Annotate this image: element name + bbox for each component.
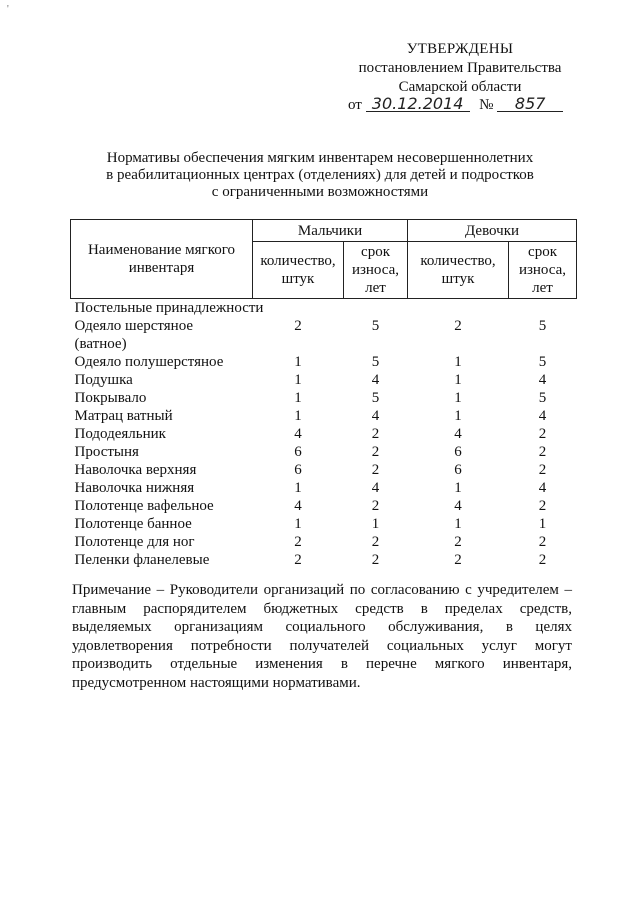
boys-wear-cell: 2 [371, 534, 380, 550]
date-handwritten: 30.12.2014 [366, 96, 470, 112]
girls-qty-cell: 6 [454, 462, 462, 478]
girls-wear-cell: 4 [538, 480, 547, 496]
boys-wear-cell: 1 [371, 516, 380, 532]
girls-qty-cell: 2 [454, 318, 462, 334]
girls-wear-cell: 5 [538, 318, 547, 334]
girls-qty-cell: 4 [454, 426, 462, 442]
girls-wear-cell: 2 [538, 444, 547, 460]
item-name [71, 461, 253, 479]
table-row [71, 479, 577, 497]
item-name-text: Покрывало [74, 390, 147, 406]
table-row [71, 317, 577, 353]
item-name-text: Одеяло полушерстяное [74, 354, 224, 370]
girls-qty-cell: 1 [454, 480, 462, 496]
item-name-text: Простыня [74, 444, 139, 460]
girls-wear-cell: 2 [538, 462, 547, 478]
title-line-2: в реабилитационных центрах (отделениях) для детей и подростков [106, 167, 534, 183]
girls-wear-cell: 2 [538, 552, 547, 568]
item-name [71, 317, 253, 353]
number-prefix: № [479, 97, 494, 113]
boys-qty-cell: 1 [294, 408, 302, 424]
girls-wear-cell: 2 [538, 426, 547, 442]
boys-qty-cell: 6 [294, 462, 302, 478]
item-name [71, 389, 253, 407]
girls-qty-cell: 6 [454, 444, 462, 460]
table-row [71, 497, 577, 515]
item-name-text: Матрац ватный [74, 408, 173, 424]
title-line-1: Нормативы обеспечения мягким инвентарем несовершеннолетних [106, 150, 534, 166]
item-name-text: Пеленки фланелевые [74, 552, 210, 568]
girls-qty-cell: 4 [454, 498, 462, 514]
girls-wear-cell: 5 [538, 354, 547, 370]
boys-wear-cell: 4 [371, 372, 380, 388]
girls-qty-cell: 1 [454, 372, 462, 388]
date-prefix: от [348, 97, 362, 113]
item-name-continuation: (ватное) [74, 336, 127, 352]
girls-qty-cell: 1 [454, 408, 462, 424]
header-boys-quantity: количество, штук [253, 242, 344, 299]
approval-line-2: постановлением Правительства [358, 60, 562, 76]
section-row [71, 299, 577, 318]
boys-wear-cell: 5 [371, 390, 380, 406]
header-item-name: Наименование мягкого инвентаря [71, 220, 253, 299]
item-name [71, 425, 253, 443]
title-line-3: с ограниченными возможностями [211, 184, 429, 200]
item-name [71, 407, 253, 425]
boys-qty-cell: 1 [294, 480, 302, 496]
table-row [71, 389, 577, 407]
boys-wear-cell: 2 [371, 444, 380, 460]
boys-qty-cell: 1 [294, 354, 302, 370]
boys-qty-cell: 1 [294, 390, 302, 406]
note-paragraph: Примечание – Руководители организаций по согласованию с учредителем – главным распорядителем бюджетных средств в пределах средств, выделяемых организациям социального обслуживания, в целях удовлетворения потребности получателей социальных услуг могут производить отдельные изменения в перечне мягкого инвентаря, предусмотренном настоящими нормативами. [72, 582, 572, 691]
boys-wear-cell: 4 [371, 408, 380, 424]
item-name [71, 551, 253, 569]
table-row [71, 551, 577, 569]
item-name [71, 353, 253, 371]
table-row [71, 515, 577, 533]
boys-wear-cell: 4 [371, 480, 380, 496]
boys-qty-cell: 4 [294, 426, 302, 442]
boys-qty-cell: 1 [294, 516, 302, 532]
boys-qty-cell: 2 [294, 318, 302, 334]
girls-qty-cell: 2 [454, 534, 462, 550]
item-name [71, 533, 253, 551]
item-name [71, 479, 253, 497]
number-handwritten: 857 [497, 96, 563, 112]
boys-qty-cell: 6 [294, 444, 302, 460]
boys-wear-cell: 2 [371, 426, 380, 442]
girls-wear-cell: 5 [538, 390, 547, 406]
inventory-table [70, 219, 577, 569]
item-name-text: Полотенце банное [74, 516, 192, 532]
boys-qty-cell: 2 [294, 552, 302, 568]
item-name [71, 371, 253, 389]
girls-wear-cell: 2 [538, 498, 547, 514]
boys-qty-cell: 2 [294, 534, 302, 550]
table-row [71, 533, 577, 551]
item-name-text: Одеяло шерстяное [74, 318, 194, 334]
approval-heading: УТВЕРЖДЕНЫ [406, 41, 514, 57]
table-row [71, 371, 577, 389]
header-boys-wear: срок износа, лет [344, 242, 408, 299]
girls-wear-cell: 1 [538, 516, 547, 532]
girls-wear-cell: 4 [538, 372, 547, 388]
item-name [71, 497, 253, 515]
item-name-text: Наволочка верхняя [74, 462, 197, 478]
boys-wear-cell: 2 [371, 552, 380, 568]
approval-block [340, 40, 580, 97]
boys-wear-cell: 5 [371, 354, 380, 370]
girls-qty-cell: 1 [454, 516, 462, 532]
table-row [71, 461, 577, 479]
boys-qty-cell: 4 [294, 498, 302, 514]
boys-qty-cell: 1 [294, 372, 302, 388]
boys-wear-cell: 5 [371, 318, 380, 334]
item-name-text: Наволочка нижняя [74, 480, 195, 496]
item-name-text: Подушка [74, 372, 133, 388]
girls-wear-cell: 2 [538, 534, 547, 550]
girls-qty-cell: 1 [454, 354, 462, 370]
table-row [71, 407, 577, 425]
table-row [71, 353, 577, 371]
header-boys: Мальчики [253, 220, 408, 242]
girls-wear-cell: 4 [538, 408, 547, 424]
section-label: Постельные принадлежности [74, 300, 264, 316]
girls-qty-cell: 1 [454, 390, 462, 406]
item-name [71, 515, 253, 533]
item-name-text: Пододеяльник [74, 426, 166, 442]
approval-line-3: Самарской области [398, 79, 522, 95]
header-girls-quantity: количество, штук [408, 242, 509, 299]
header-girls-wear: срок износа, лет [509, 242, 577, 299]
boys-wear-cell: 2 [371, 498, 380, 514]
document-title [70, 150, 570, 201]
item-name-text: Полотенце вафельное [74, 498, 214, 514]
corner-mark: ' [7, 4, 9, 15]
approval-date-line [348, 96, 588, 114]
header-girls: Девочки [408, 220, 577, 242]
boys-wear-cell: 2 [371, 462, 380, 478]
girls-qty-cell: 2 [454, 552, 462, 568]
table-row [71, 443, 577, 461]
item-name-text: Полотенце для ног [74, 534, 195, 550]
table-row [71, 425, 577, 443]
item-name [71, 443, 253, 461]
